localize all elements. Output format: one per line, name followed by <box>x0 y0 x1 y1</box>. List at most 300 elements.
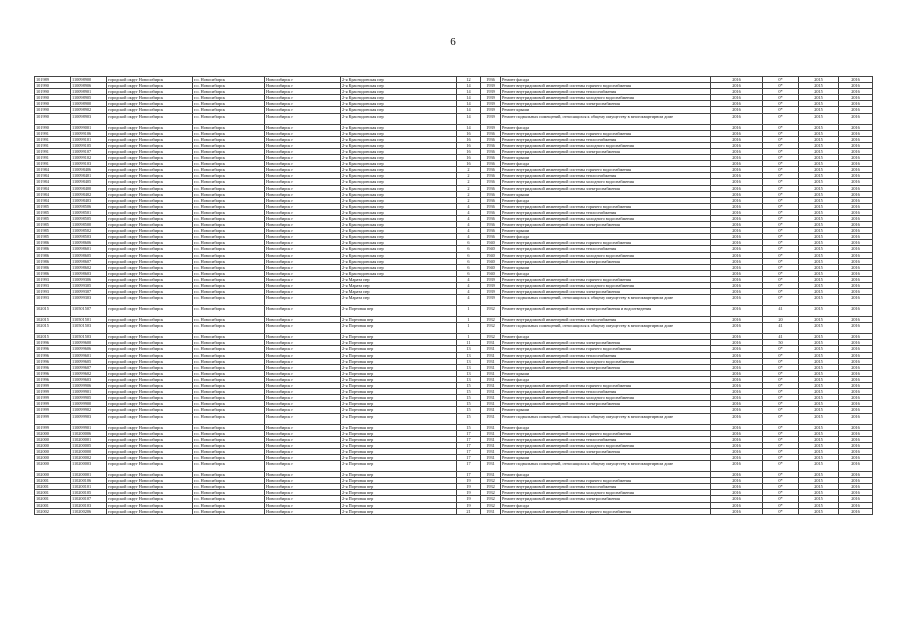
cell-start-year: 2015 <box>799 490 839 496</box>
cell-end-year: 2016 <box>839 179 873 185</box>
cell-work-type: Ремонт внутридомовой инженерной системы горячего водоснабжения <box>501 346 711 352</box>
cell-house-id: 102001 <box>35 484 71 490</box>
cell-plan-year: 2016 <box>711 424 763 430</box>
cell-amount: 0* <box>763 448 799 454</box>
cell-start-year: 2015 <box>799 454 839 460</box>
cell-municipality: городской округ Новосибирск <box>107 358 193 364</box>
cell-work-code: 110099906 <box>71 383 107 389</box>
cell-build-year: 1932 <box>481 484 501 490</box>
cell-work-type: Ремонт крыши <box>501 107 711 113</box>
cell-settlement: г.о. Новосибирск <box>193 389 265 395</box>
cell-end-year: 2016 <box>839 215 873 221</box>
cell-house-number: 13 <box>457 346 481 352</box>
cell-house-id: 101996 <box>35 370 71 376</box>
cell-city: Новосибирск г <box>265 142 341 148</box>
cell-end-year: 2016 <box>839 472 873 478</box>
cell-settlement: г.о. Новосибирск <box>193 124 265 130</box>
cell-work-type: Ремонт крыши <box>501 264 711 270</box>
cell-plan-year: 2016 <box>711 101 763 107</box>
cell-work-type: Ремонт внутридомовой инженерной системы холодного водоснабжения <box>501 395 711 401</box>
cell-end-year: 2016 <box>839 436 873 442</box>
cell-street: 2-я Портовая пер <box>341 346 457 352</box>
cell-amount: 0* <box>763 430 799 436</box>
cell-amount: 0* <box>763 222 799 228</box>
cell-plan-year: 2016 <box>711 252 763 258</box>
cell-settlement: г.о. Новосибирск <box>193 222 265 228</box>
cell-plan-year: 2016 <box>711 502 763 508</box>
cell-start-year: 2015 <box>799 364 839 370</box>
cell-house-number: 4 <box>457 228 481 234</box>
cell-house-number: 15 <box>457 413 481 424</box>
cell-work-code: 110098403 <box>71 197 107 203</box>
cell-house-number: 6 <box>457 258 481 264</box>
cell-start-year: 2015 <box>799 334 839 340</box>
cell-settlement: г.о. Новосибирск <box>193 306 265 317</box>
cell-city: Новосибирск г <box>265 508 341 514</box>
cell-house-id: 101999 <box>35 407 71 413</box>
cell-work-code: 110098601 <box>71 246 107 252</box>
cell-municipality: городской округ Новосибирск <box>107 340 193 346</box>
cell-city: Новосибирск г <box>265 496 341 502</box>
cell-plan-year: 2016 <box>711 383 763 389</box>
cell-municipality: городской округ Новосибирск <box>107 395 193 401</box>
cell-house-id: 101991 <box>35 161 71 167</box>
cell-plan-year: 2016 <box>711 478 763 484</box>
cell-end-year: 2016 <box>839 167 873 173</box>
cell-street: 2-я Краснодонская пер <box>341 101 457 107</box>
cell-street: 2-я Портовая пер <box>341 484 457 490</box>
cell-work-code: 110200206 <box>71 508 107 514</box>
cell-municipality: городской округ Новосибирск <box>107 136 193 142</box>
cell-municipality: городской округ Новосибирск <box>107 124 193 130</box>
cell-municipality: городской округ Новосибирск <box>107 130 193 136</box>
cell-start-year: 2015 <box>799 407 839 413</box>
cell-work-code: 110099606 <box>71 346 107 352</box>
cell-settlement: г.о. Новосибирск <box>193 430 265 436</box>
cell-amount: 0* <box>763 136 799 142</box>
cell-house-id: 101993 <box>35 283 71 289</box>
cell-house-number: 4 <box>457 295 481 306</box>
cell-street: 2-я Краснодонская пер <box>341 270 457 276</box>
cell-city: Новосибирск г <box>265 395 341 401</box>
cell-start-year: 2015 <box>799 352 839 358</box>
cell-work-type: Ремонт внутридомовой инженерной системы горячего водоснабжения <box>501 83 711 89</box>
cell-work-code: 110099106 <box>71 130 107 136</box>
cell-city: Новосибирск г <box>265 155 341 161</box>
cell-municipality: городской округ Новосибирск <box>107 185 193 191</box>
cell-work-type: Ремонт крыши <box>501 191 711 197</box>
cell-end-year: 2016 <box>839 130 873 136</box>
cell-end-year: 2016 <box>839 376 873 382</box>
cell-settlement: г.о. Новосибирск <box>193 89 265 95</box>
cell-house-id: 102015 <box>35 306 71 317</box>
cell-work-code: 110200006 <box>71 430 107 436</box>
cell-work-code: 110099901 <box>71 424 107 430</box>
cell-end-year: 2016 <box>839 270 873 276</box>
cell-house-id: 101996 <box>35 352 71 358</box>
cell-amount: 0* <box>763 203 799 209</box>
cell-house-number: 4 <box>457 215 481 221</box>
cell-work-code: 110098905 <box>71 95 107 101</box>
cell-build-year: 1931 <box>481 383 501 389</box>
cell-house-id: 101991 <box>35 130 71 136</box>
page-number: 6 <box>450 36 456 48</box>
cell-settlement: г.о. Новосибирск <box>193 258 265 264</box>
cell-work-type: Ремонт внутридомовой инженерной системы электроснабжения <box>501 340 711 346</box>
cell-plan-year: 2016 <box>711 448 763 454</box>
cell-plan-year: 2016 <box>711 228 763 234</box>
cell-city: Новосибирск г <box>265 289 341 295</box>
cell-end-year: 2016 <box>839 395 873 401</box>
cell-build-year: 1932 <box>481 496 501 502</box>
cell-amount: 0* <box>763 83 799 89</box>
cell-municipality: городской округ Новосибирск <box>107 215 193 221</box>
cell-plan-year: 2016 <box>711 258 763 264</box>
cell-street: 2-я Портовая пер <box>341 340 457 346</box>
cell-plan-year: 2016 <box>711 89 763 95</box>
cell-plan-year: 2016 <box>711 197 763 203</box>
cell-municipality: городской округ Новосибирск <box>107 234 193 240</box>
cell-end-year: 2016 <box>839 228 873 234</box>
cell-start-year: 2015 <box>799 246 839 252</box>
cell-municipality: городской округ Новосибирск <box>107 401 193 407</box>
cell-work-code: 110098506 <box>71 203 107 209</box>
cell-build-year: 1931 <box>481 340 501 346</box>
cell-build-year: 1936 <box>481 215 501 221</box>
cell-start-year: 2015 <box>799 142 839 148</box>
cell-street: 2-я Портовая пер <box>341 358 457 364</box>
cell-house-id: 102000 <box>35 454 71 460</box>
cell-municipality: городской округ Новосибирск <box>107 258 193 264</box>
cell-work-code: 110098900 <box>71 77 107 83</box>
cell-end-year: 2016 <box>839 161 873 167</box>
cell-amount: 0* <box>763 185 799 191</box>
cell-settlement: г.о. Новосибирск <box>193 142 265 148</box>
cell-end-year: 2016 <box>839 334 873 340</box>
cell-city: Новосибирск г <box>265 113 341 124</box>
cell-work-code: 110098606 <box>71 240 107 246</box>
cell-start-year: 2015 <box>799 276 839 282</box>
cell-plan-year: 2016 <box>711 346 763 352</box>
cell-work-code: 110098503 <box>71 234 107 240</box>
cell-start-year: 2015 <box>799 389 839 395</box>
cell-build-year: 1931 <box>481 364 501 370</box>
cell-work-code: 110098501 <box>71 209 107 215</box>
cell-amount: 0* <box>763 142 799 148</box>
cell-street: 2-я Краснодонская пер <box>341 209 457 215</box>
cell-build-year: 1932 <box>481 502 501 508</box>
cell-plan-year: 2016 <box>711 270 763 276</box>
cell-settlement: г.о. Новосибирск <box>193 130 265 136</box>
cell-house-id: 101985 <box>35 228 71 234</box>
cell-start-year: 2015 <box>799 508 839 514</box>
cell-work-type: Ремонт внутридомовой инженерной системы холодного водоснабжения <box>501 283 711 289</box>
cell-work-type: Ремонт крыши <box>501 155 711 161</box>
cell-house-id: 101985 <box>35 203 71 209</box>
cell-city: Новосибирск г <box>265 95 341 101</box>
cell-settlement: г.о. Новосибирск <box>193 209 265 215</box>
cell-start-year: 2015 <box>799 442 839 448</box>
cell-work-type: Ремонт внутридомовой инженерной системы теплоснабжения <box>501 317 711 323</box>
cell-settlement: г.о. Новосибирск <box>193 113 265 124</box>
cell-amount: 0* <box>763 352 799 358</box>
cell-house-id: 101990 <box>35 83 71 89</box>
cell-end-year: 2016 <box>839 107 873 113</box>
cell-build-year: 1940 <box>481 264 501 270</box>
cell-amount: 0* <box>763 179 799 185</box>
cell-house-number: 4 <box>457 222 481 228</box>
cell-street: 2-я Портовая пер <box>341 436 457 442</box>
cell-settlement: г.о. Новосибирск <box>193 407 265 413</box>
cell-house-id: 102000 <box>35 436 71 442</box>
cell-amount: 20 <box>763 317 799 323</box>
cell-end-year: 2016 <box>839 148 873 154</box>
cell-amount: 0* <box>763 442 799 448</box>
cell-end-year: 2016 <box>839 276 873 282</box>
cell-city: Новосибирск г <box>265 107 341 113</box>
table-row <box>35 295 873 306</box>
cell-amount: 0* <box>763 289 799 295</box>
cell-house-number: 19 <box>457 490 481 496</box>
cell-amount: 0* <box>763 413 799 424</box>
cell-municipality: городской округ Новосибирск <box>107 484 193 490</box>
cell-street: 2-я Портовая пер <box>341 442 457 448</box>
cell-house-id: 102001 <box>35 496 71 502</box>
cell-city: Новосибирск г <box>265 191 341 197</box>
cell-house-number: 17 <box>457 472 481 478</box>
cell-municipality: городской округ Новосибирск <box>107 424 193 430</box>
cell-end-year: 2016 <box>839 496 873 502</box>
cell-end-year: 2016 <box>839 89 873 95</box>
cell-city: Новосибирск г <box>265 401 341 407</box>
cell-amount: 0* <box>763 490 799 496</box>
cell-work-type: Ремонт крыши <box>501 370 711 376</box>
cell-house-number: 4 <box>457 289 481 295</box>
cell-street: 2-я Портовая пер <box>341 317 457 323</box>
cell-settlement: г.о. Новосибирск <box>193 283 265 289</box>
cell-start-year: 2015 <box>799 448 839 454</box>
cell-street: 2-я Марата пер <box>341 295 457 306</box>
cell-municipality: городской округ Новосибирск <box>107 89 193 95</box>
cell-work-code: 110099107 <box>71 148 107 154</box>
cell-build-year: 1940 <box>481 252 501 258</box>
cell-start-year: 2015 <box>799 270 839 276</box>
cell-city: Новосибирск г <box>265 276 341 282</box>
cell-start-year: 2015 <box>799 240 839 246</box>
cell-build-year: 1936 <box>481 77 501 83</box>
cell-municipality: городской округ Новосибирск <box>107 95 193 101</box>
cell-end-year: 2016 <box>839 430 873 436</box>
cell-work-type: Ремонт фасада <box>501 77 711 83</box>
cell-plan-year: 2016 <box>711 496 763 502</box>
cell-street: 2-я Краснодонская пер <box>341 142 457 148</box>
cell-work-type: Ремонт внутридомовой инженерной системы электроснабжения и водоотведения <box>501 306 711 317</box>
cell-end-year: 2016 <box>839 289 873 295</box>
cell-house-id: 102001 <box>35 502 71 508</box>
cell-street: 2-я Портовая пер <box>341 490 457 496</box>
cell-work-type: Ремонт внутридомовой инженерной системы холодного водоснабжения <box>501 142 711 148</box>
cell-work-type: Ремонт подвальных помещений, относящихся к общему имуществу в многоквартирном доме <box>501 295 711 306</box>
cell-plan-year: 2016 <box>711 295 763 306</box>
cell-amount: 0* <box>763 246 799 252</box>
cell-city: Новосибирск г <box>265 161 341 167</box>
cell-city: Новосибирск г <box>265 364 341 370</box>
cell-build-year: 1931 <box>481 508 501 514</box>
cell-build-year: 1939 <box>481 83 501 89</box>
cell-amount: 0* <box>763 276 799 282</box>
cell-work-code: 110200106 <box>71 478 107 484</box>
cell-house-id: 101984 <box>35 185 71 191</box>
cell-build-year: 1931 <box>481 424 501 430</box>
cell-street: 2-я Краснодонская пер <box>341 246 457 252</box>
cell-work-type: Ремонт внутридомовой инженерной системы горячего водоснабжения <box>501 167 711 173</box>
cell-settlement: г.о. Новосибирск <box>193 173 265 179</box>
cell-plan-year: 2016 <box>711 276 763 282</box>
table-row <box>35 461 873 472</box>
cell-settlement: г.о. Новосибирск <box>193 270 265 276</box>
cell-build-year: 1936 <box>481 155 501 161</box>
cell-build-year: 1931 <box>481 413 501 424</box>
cell-house-id: 101990 <box>35 113 71 124</box>
cell-city: Новосибирск г <box>265 461 341 472</box>
cell-end-year: 2016 <box>839 222 873 228</box>
cell-street: 2-я Краснодонская пер <box>341 95 457 101</box>
cell-house-id: 101986 <box>35 270 71 276</box>
cell-start-year: 2015 <box>799 167 839 173</box>
cell-start-year: 2015 <box>799 173 839 179</box>
table-row <box>35 306 873 317</box>
cell-municipality: городской округ Новосибирск <box>107 442 193 448</box>
cell-work-code: 110099307 <box>71 289 107 295</box>
cell-house-id: 101991 <box>35 155 71 161</box>
cell-work-code: 110098406 <box>71 167 107 173</box>
cell-plan-year: 2016 <box>711 436 763 442</box>
cell-house-number: 17 <box>457 436 481 442</box>
cell-start-year: 2015 <box>799 472 839 478</box>
cell-settlement: г.о. Новосибирск <box>193 252 265 258</box>
cell-start-year: 2015 <box>799 430 839 436</box>
cell-start-year: 2015 <box>799 358 839 364</box>
cell-plan-year: 2016 <box>711 107 763 113</box>
cell-street: 2-я Портовая пер <box>341 376 457 382</box>
cell-end-year: 2016 <box>839 358 873 364</box>
cell-municipality: городской округ Новосибирск <box>107 364 193 370</box>
cell-settlement: г.о. Новосибирск <box>193 107 265 113</box>
cell-house-number: 6 <box>457 252 481 258</box>
cell-settlement: г.о. Новосибирск <box>193 370 265 376</box>
cell-municipality: городской округ Новосибирск <box>107 142 193 148</box>
cell-start-year: 2015 <box>799 401 839 407</box>
cell-street: 2-я Портовая пер <box>341 472 457 478</box>
cell-street: 2-я Портовая пер <box>341 407 457 413</box>
cell-street: 2-я Краснодонская пер <box>341 148 457 154</box>
cell-city: Новосибирск г <box>265 234 341 240</box>
cell-end-year: 2016 <box>839 448 873 454</box>
cell-municipality: городской округ Новосибирск <box>107 264 193 270</box>
cell-build-year: 1936 <box>481 185 501 191</box>
cell-house-number: 16 <box>457 161 481 167</box>
cell-street: 2-я Краснодонская пер <box>341 130 457 136</box>
cell-settlement: г.о. Новосибирск <box>193 246 265 252</box>
cell-work-code: 110099001 <box>71 124 107 130</box>
cell-municipality: городской округ Новосибирск <box>107 209 193 215</box>
cell-work-code: 110200001 <box>71 472 107 478</box>
cell-work-code: 110099101 <box>71 136 107 142</box>
cell-build-year: 1936 <box>481 222 501 228</box>
cell-start-year: 2015 <box>799 395 839 401</box>
cell-start-year: 2015 <box>799 484 839 490</box>
cell-build-year: 1931 <box>481 454 501 460</box>
cell-build-year: 1932 <box>481 323 501 334</box>
cell-end-year: 2016 <box>839 252 873 258</box>
cell-municipality: городской округ Новосибирск <box>107 289 193 295</box>
cell-end-year: 2016 <box>839 264 873 270</box>
cell-work-type: Ремонт крыши <box>501 228 711 234</box>
cell-work-type: Ремонт подвальных помещений, относящихся к общему имуществу в многоквартирном доме <box>501 461 711 472</box>
cell-city: Новосибирск г <box>265 264 341 270</box>
cell-work-code: 110099905 <box>71 395 107 401</box>
cell-amount: 41 <box>763 323 799 334</box>
cell-house-number: 6 <box>457 270 481 276</box>
cell-street: 2-я Портовая пер <box>341 461 457 472</box>
cell-settlement: г.о. Новосибирск <box>193 340 265 346</box>
cell-street: 2-я Краснодонская пер <box>341 240 457 246</box>
cell-work-type: Ремонт фасада <box>501 124 711 130</box>
cell-amount: 0* <box>763 346 799 352</box>
table-row <box>35 113 873 124</box>
cell-house-number: 16 <box>457 130 481 136</box>
cell-plan-year: 2016 <box>711 317 763 323</box>
cell-work-type: Ремонт внутридомовой инженерной системы электроснабжения <box>501 222 711 228</box>
cell-plan-year: 2016 <box>711 401 763 407</box>
cell-house-number: 6 <box>457 246 481 252</box>
cell-work-code: 110099902 <box>71 407 107 413</box>
cell-amount: 0* <box>763 95 799 101</box>
cell-amount: 0* <box>763 191 799 197</box>
cell-build-year: 1940 <box>481 258 501 264</box>
cell-house-id: 101985 <box>35 222 71 228</box>
cell-work-type: Ремонт внутридомовой инженерной системы холодного водоснабжения <box>501 215 711 221</box>
cell-amount: 0* <box>763 283 799 289</box>
cell-work-type: Ремонт фасада <box>501 197 711 203</box>
cell-street: 2-я Марата пер <box>341 283 457 289</box>
cell-settlement: г.о. Новосибирск <box>193 155 265 161</box>
table-row <box>35 323 873 334</box>
cell-municipality: городской округ Новосибирск <box>107 496 193 502</box>
cell-plan-year: 2016 <box>711 395 763 401</box>
cell-house-number: 16 <box>457 148 481 154</box>
cell-municipality: городской округ Новосибирск <box>107 228 193 234</box>
cell-amount: 0* <box>763 461 799 472</box>
cell-start-year: 2015 <box>799 197 839 203</box>
cell-city: Новосибирск г <box>265 484 341 490</box>
cell-amount: 0* <box>763 161 799 167</box>
cell-work-code: 110098906 <box>71 83 107 89</box>
cell-settlement: г.о. Новосибирск <box>193 454 265 460</box>
cell-house-number: 19 <box>457 496 481 502</box>
cell-amount: 0* <box>763 167 799 173</box>
cell-start-year: 2015 <box>799 306 839 317</box>
cell-build-year: 1931 <box>481 448 501 454</box>
cell-plan-year: 2016 <box>711 113 763 124</box>
cell-work-type: Ремонт внутридомовой инженерной системы теплоснабжения <box>501 209 711 215</box>
cell-work-code: 110098901 <box>71 89 107 95</box>
cell-start-year: 2015 <box>799 161 839 167</box>
cell-house-number: 13 <box>457 364 481 370</box>
cell-build-year: 1936 <box>481 173 501 179</box>
cell-settlement: г.о. Новосибирск <box>193 289 265 295</box>
cell-municipality: городской округ Новосибирск <box>107 270 193 276</box>
